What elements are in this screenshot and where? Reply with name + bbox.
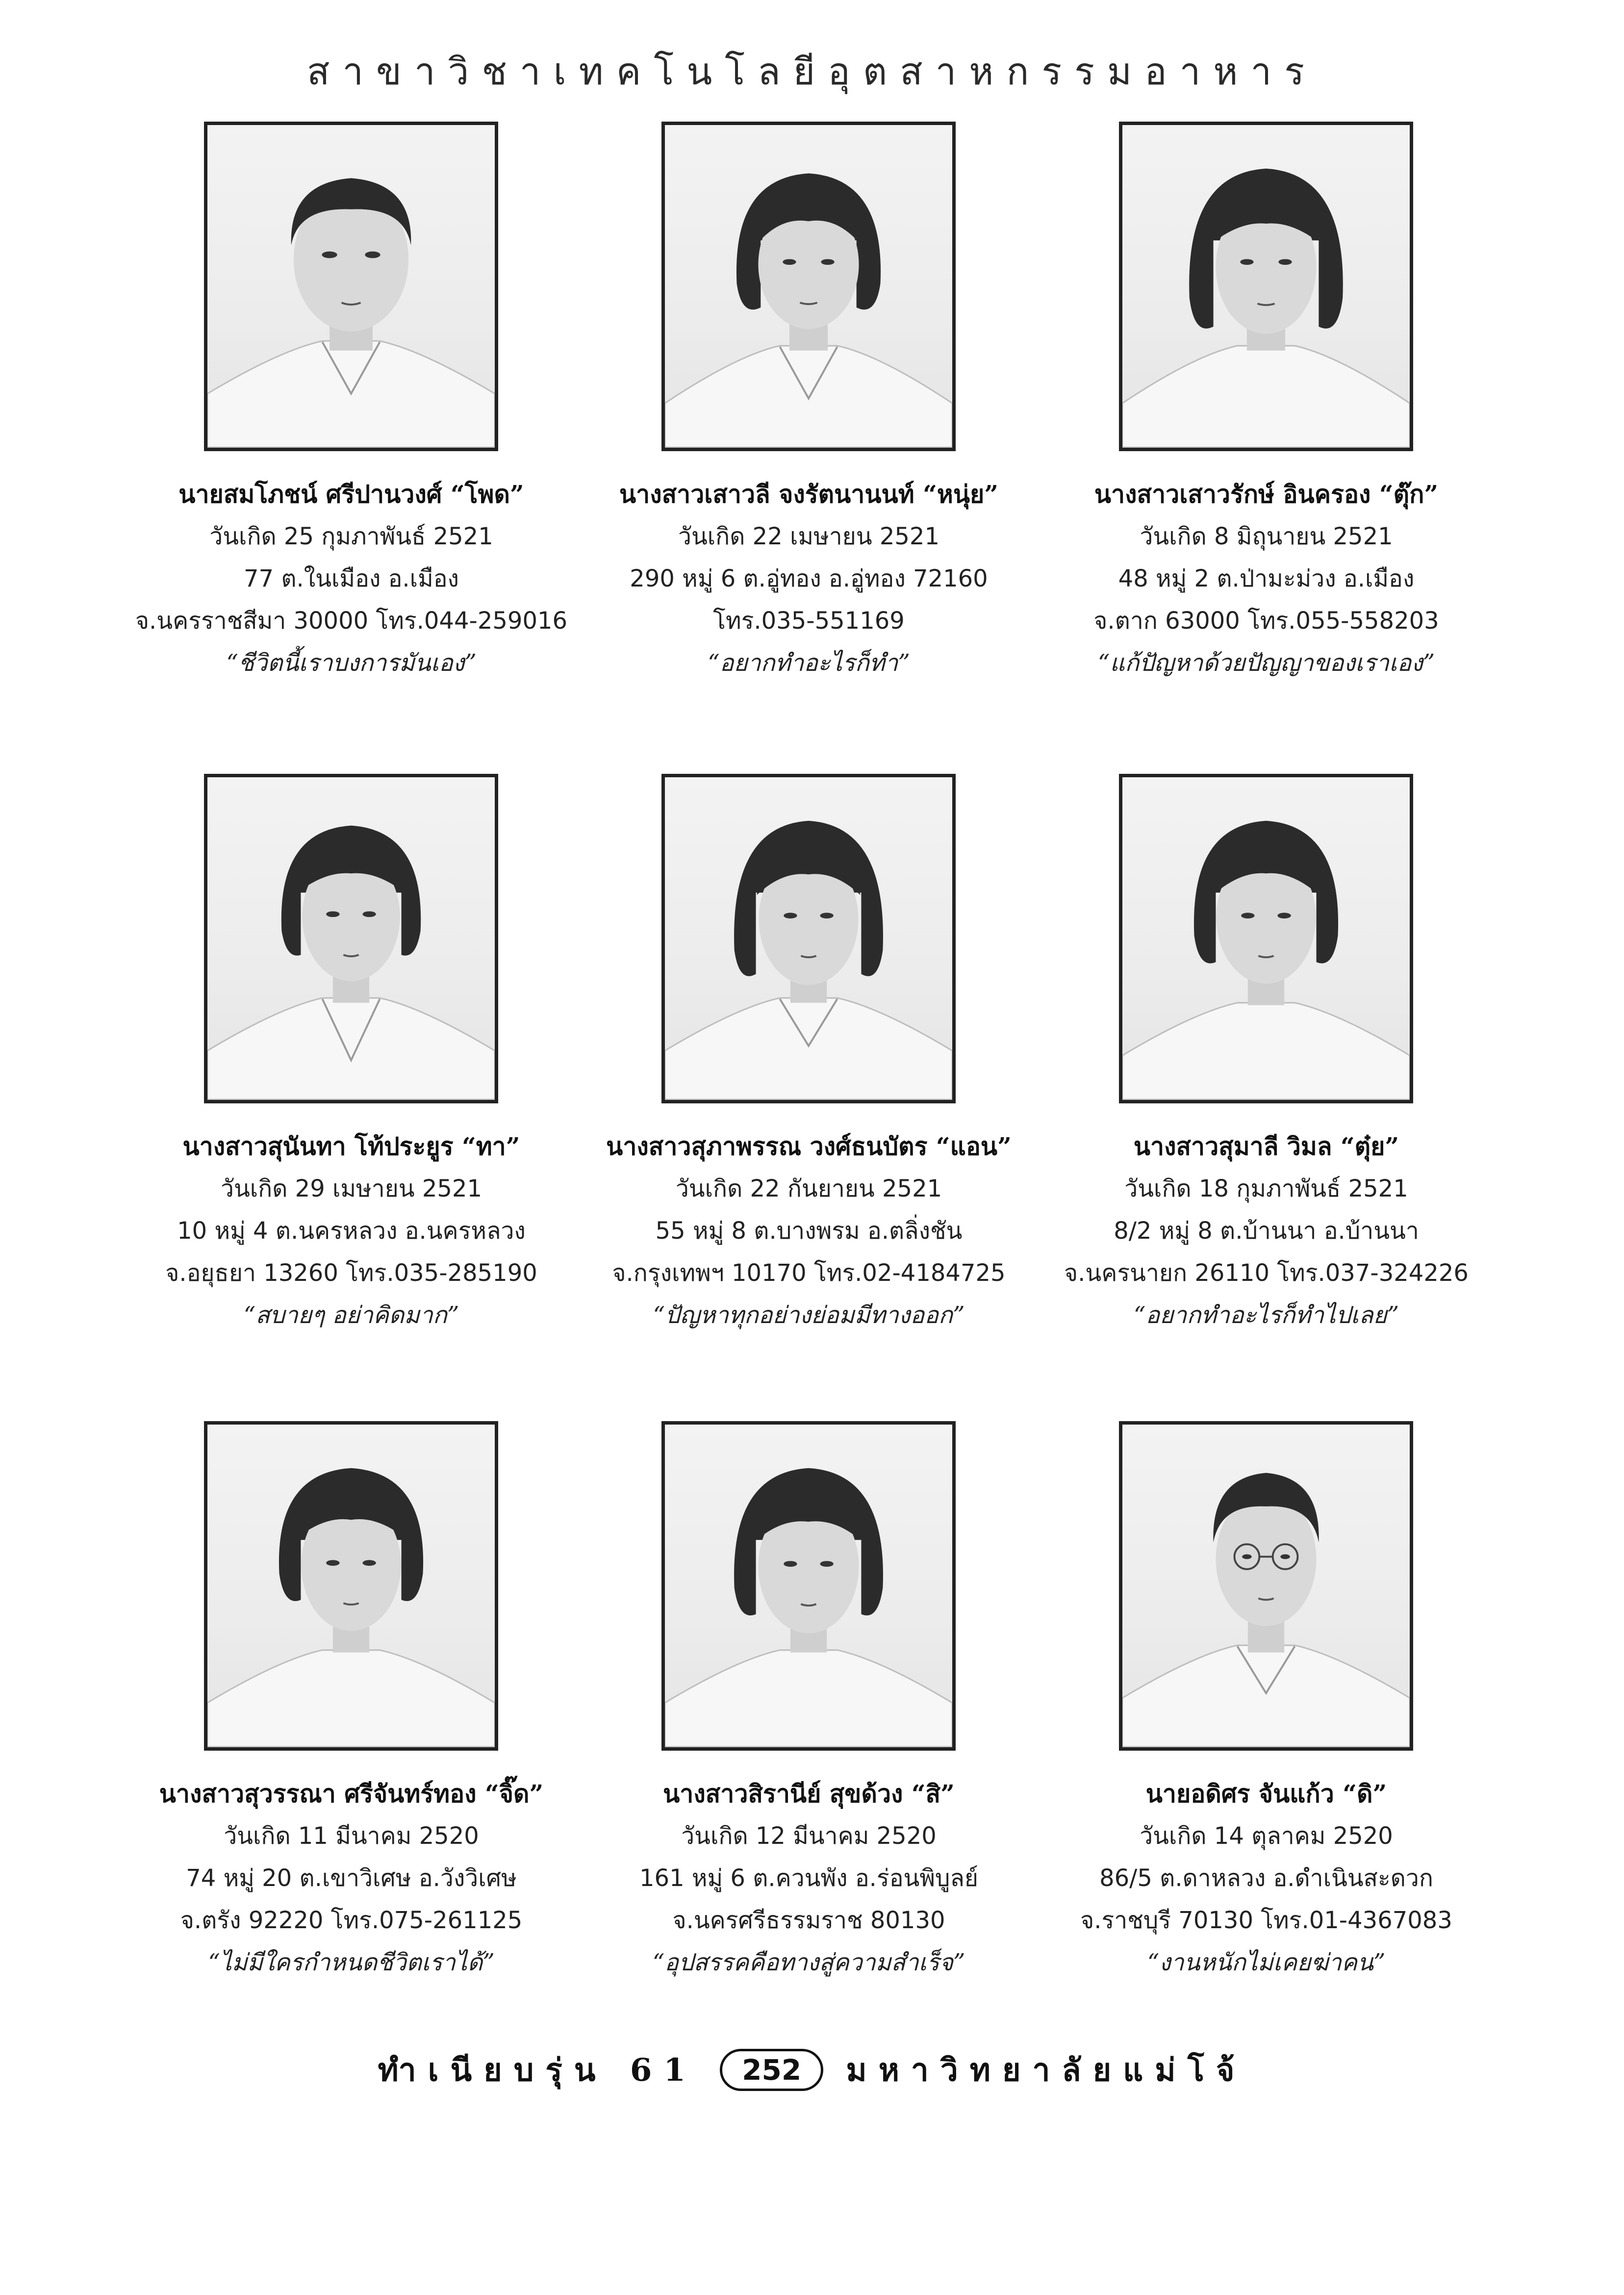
student-info xyxy=(1038,473,1495,684)
student-address-line1: 55 หมู่ 8 ต.บางพรม อ.ตลิ่งชัน xyxy=(655,1217,963,1245)
portrait-female-icon xyxy=(665,125,952,448)
student-motto: “แก้ปัญหาด้วยปัญญาของเราเอง” xyxy=(1097,649,1435,677)
student-info xyxy=(580,1125,1038,1336)
student-address-line2: จ.กรุงเทพฯ 10170 โทร.02-4184725 xyxy=(612,1259,1006,1287)
student-motto: “อุปสรรคคือทางสู่ความสำเร็จ” xyxy=(652,1949,965,1976)
student-name: นางสาวสุภาพรรณ วงศ์ธนบัตร “แอน” xyxy=(606,1132,1012,1161)
student-card xyxy=(123,1417,580,2055)
student-address-line1: 10 หมู่ 4 ต.นครหลวง อ.นครหลวง xyxy=(177,1217,526,1245)
student-address-line1: 161 หมู่ 6 ต.ควนพัง อ.ร่อนพิบูลย์ xyxy=(639,1864,978,1892)
portrait-female-icon xyxy=(1122,125,1410,448)
student-birthdate: วันเกิด 29 เมษายน 2521 xyxy=(221,1175,482,1202)
student-card xyxy=(1038,1417,1495,2055)
portrait-female-icon xyxy=(1122,777,1410,1100)
student-address-line2: จ.อยุธยา 13260 โทร.035-285190 xyxy=(165,1259,537,1287)
student-photo xyxy=(661,1421,956,1751)
student-info xyxy=(580,473,1038,684)
student-birthdate: วันเกิด 25 กุมภาพันธ์ 2521 xyxy=(209,523,493,550)
student-grid xyxy=(123,118,1496,2006)
student-motto: “งานหนักไม่เคยฆ่าคน” xyxy=(1147,1949,1386,1976)
student-photo xyxy=(204,1421,498,1751)
student-name: นางสาวสุวรรณา ศรีจันทร์ทอง “จิ๊ด” xyxy=(159,1779,544,1808)
student-address-line2: โทร.035-551169 xyxy=(713,607,905,635)
portrait-female-icon xyxy=(207,1425,495,1747)
student-address-line1: 290 หมู่ 6 ต.อู่ทอง อ.อู่ทอง 72160 xyxy=(630,565,988,592)
student-address-line2: จ.ตาก 63000 โทร.055-558203 xyxy=(1093,607,1439,635)
student-name: นางสาวสุนันทา โท้ประยูร “ทา” xyxy=(182,1132,520,1161)
student-card xyxy=(580,770,1038,1407)
student-name: นางสาวเสาวลี จงรัตนานนท์ “หนุ่ย” xyxy=(619,480,999,509)
student-card xyxy=(1038,770,1495,1407)
student-address-line1: 86/5 ต.ดาหลวง อ.ดำเนินสะดวก xyxy=(1099,1864,1433,1892)
student-address-line2: จ.ตรัง 92220 โทร.075-261125 xyxy=(180,1907,523,1934)
student-photo xyxy=(1119,774,1413,1103)
student-birthdate: วันเกิด 22 เมษายน 2521 xyxy=(678,523,939,550)
student-info xyxy=(1038,1125,1495,1336)
student-birthdate: วันเกิด 22 กันยายน 2521 xyxy=(675,1175,942,1202)
student-birthdate: วันเกิด 11 มีนาคม 2520 xyxy=(224,1822,479,1850)
student-card xyxy=(1038,118,1495,755)
student-address-line1: 77 ต.ในเมือง อ.เมือง xyxy=(244,565,459,592)
student-address-line1: 48 หมู่ 2 ต.ป่ามะม่วง อ.เมือง xyxy=(1118,565,1415,592)
student-photo xyxy=(204,774,498,1103)
page-footer xyxy=(0,2045,1624,2104)
student-address-line2: จ.นครศรีธรรมราช 80130 xyxy=(672,1907,945,1934)
student-photo xyxy=(1119,1421,1413,1751)
student-birthdate: วันเกิด 8 มิถุนายน 2521 xyxy=(1140,523,1393,550)
student-name: นายอดิศร จันแก้ว “ดิ” xyxy=(1145,1779,1387,1808)
student-motto: “ไม่มีใครกำหนดชีวิตเราได้” xyxy=(208,1949,495,1976)
student-address-line1: 74 หมู่ 20 ต.เขาวิเศษ อ.วังวิเศษ xyxy=(186,1864,517,1892)
portrait-male-icon xyxy=(207,125,495,448)
portrait-female-icon xyxy=(207,777,495,1100)
student-motto: “สบายๆ อย่าคิดมาก” xyxy=(243,1301,459,1329)
portrait-female-icon xyxy=(665,1425,952,1747)
student-photo xyxy=(204,122,498,451)
student-photo xyxy=(661,774,956,1103)
page-number-badge: 252 xyxy=(720,2049,823,2091)
student-info xyxy=(123,1773,580,1984)
student-info xyxy=(580,1773,1038,1984)
student-birthdate: วันเกิด 12 มีนาคม 2520 xyxy=(681,1822,937,1850)
footer-university-name: มหาวิทยาลัยแม่โจ้ xyxy=(846,2052,1246,2089)
student-address-line2: จ.ราชบุรี 70130 โทร.01-4367083 xyxy=(1080,1907,1452,1934)
student-card xyxy=(580,118,1038,755)
student-name: นายสมโภชน์ ศรีปานวงศ์ “โพด” xyxy=(178,480,524,509)
student-card xyxy=(123,770,580,1407)
student-address-line2: จ.นครนายก 26110 โทร.037-324226 xyxy=(1064,1259,1469,1287)
student-info xyxy=(1038,1773,1495,1984)
student-info xyxy=(123,1125,580,1336)
student-motto: “อยากทำอะไรก็ทำไปเลย” xyxy=(1133,1301,1399,1329)
student-photo xyxy=(1119,122,1413,451)
student-birthdate: วันเกิด 14 ตุลาคม 2520 xyxy=(1140,1822,1393,1850)
student-motto: “อยากทำอะไรก็ทำ” xyxy=(708,649,910,677)
portrait-male-icon xyxy=(1122,1425,1410,1747)
footer-yearbook-title: ทำเนียบรุ่น 61 xyxy=(378,2052,697,2089)
student-card xyxy=(580,1417,1038,2055)
student-address-line1: 8/2 หมู่ 8 ต.บ้านนา อ.บ้านนา xyxy=(1114,1217,1419,1245)
student-name: นางสาวสุมาลี วิมล “ตุ๋ย” xyxy=(1133,1132,1399,1161)
student-name: นางสาวเสาวรักษ์ อินครอง “ตุ๊ก” xyxy=(1094,480,1439,509)
page-title: สาขาวิชาเทคโนโลยีอุตสาหกรรมอาหาร xyxy=(306,50,1318,93)
student-motto: “ชีวิตนี้เราบงการมันเอง” xyxy=(226,649,477,677)
student-name: นางสาวสิรานีย์ สุขด้วง “สิ” xyxy=(663,1779,955,1808)
student-motto: “ปัญหาทุกอย่างย่อมมีทางออก” xyxy=(653,1301,965,1329)
student-info xyxy=(123,473,580,684)
student-address-line2: จ.นครราชสีมา 30000 โทร.044-259016 xyxy=(135,607,568,635)
student-photo xyxy=(661,122,956,451)
student-birthdate: วันเกิด 18 กุมภาพันธ์ 2521 xyxy=(1124,1175,1408,1202)
student-card xyxy=(123,118,580,755)
portrait-female-icon xyxy=(665,777,952,1100)
